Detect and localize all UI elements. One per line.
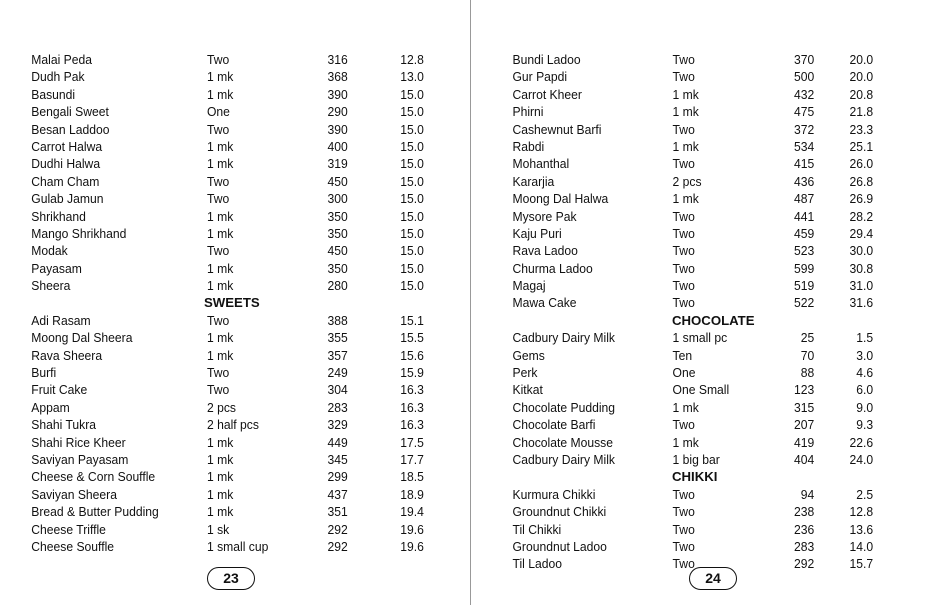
calories: 523 bbox=[793, 243, 815, 259]
calories: 441 bbox=[793, 208, 815, 224]
left-food-table bbox=[0, 51, 471, 555]
value: 3.0 bbox=[856, 347, 874, 363]
calories: 329 bbox=[327, 417, 348, 433]
calories: 236 bbox=[793, 521, 815, 537]
serving-size: Two bbox=[672, 521, 695, 537]
serving-size: Two bbox=[672, 156, 695, 172]
food-name: Kitkat bbox=[512, 382, 543, 398]
calories: 316 bbox=[327, 52, 348, 67]
value: 31.0 bbox=[849, 278, 874, 294]
food-name: Gems bbox=[512, 347, 545, 363]
calories: 292 bbox=[327, 521, 348, 537]
serving-size: Two bbox=[207, 52, 230, 67]
left-rows-top bbox=[0, 51, 471, 294]
value: 26.8 bbox=[849, 173, 874, 189]
value: 16.3 bbox=[400, 399, 424, 415]
table-row bbox=[0, 103, 433, 120]
value: 4.6 bbox=[856, 365, 874, 381]
table-row bbox=[0, 486, 433, 503]
food-name: Gulab Jamun bbox=[31, 191, 104, 207]
table-row bbox=[0, 347, 433, 364]
table-row bbox=[0, 329, 433, 346]
table-row bbox=[472, 521, 904, 538]
value: 9.0 bbox=[856, 399, 874, 415]
table-row bbox=[472, 347, 904, 364]
value: 6.0 bbox=[856, 382, 874, 398]
food-name: Chocolate Pudding bbox=[512, 399, 616, 415]
serving-size: Two bbox=[672, 278, 695, 294]
table-row bbox=[472, 121, 904, 138]
value: 15.0 bbox=[400, 138, 424, 154]
food-name: Rava Sheera bbox=[31, 347, 103, 363]
food-name: Shahi Tukra bbox=[31, 417, 97, 433]
value: 15.5 bbox=[400, 330, 424, 346]
section-heading-chocolate: CHOCOLATE bbox=[672, 312, 755, 328]
table-row bbox=[0, 399, 433, 416]
value: 9.3 bbox=[856, 417, 874, 433]
serving-size: 2 pcs bbox=[207, 399, 237, 415]
food-name: Kararjia bbox=[512, 173, 555, 189]
calories: 315 bbox=[793, 399, 815, 415]
section-heading-sweets: SWEETS bbox=[204, 295, 260, 311]
food-name: Mango Shrikhand bbox=[31, 225, 127, 241]
food-name: Kurmura Chikki bbox=[512, 486, 596, 502]
serving-size: 1 mk bbox=[207, 347, 234, 363]
value: 19.6 bbox=[400, 521, 424, 537]
food-name: Dudh Pak bbox=[31, 69, 85, 85]
serving-size: Two bbox=[207, 173, 230, 189]
value: 15.0 bbox=[400, 208, 424, 224]
table-row bbox=[472, 138, 904, 155]
serving-size: 1 mk bbox=[672, 86, 699, 102]
calories: 207 bbox=[793, 417, 815, 433]
serving-size: 1 big bar bbox=[672, 451, 720, 467]
calories: 300 bbox=[327, 191, 348, 207]
serving-size: 1 small cup bbox=[207, 538, 269, 554]
calories: 599 bbox=[793, 260, 815, 276]
table-row bbox=[472, 434, 904, 451]
food-name: Bundi Ladoo bbox=[512, 52, 581, 67]
calories: 415 bbox=[793, 156, 815, 172]
serving-size: Two bbox=[672, 69, 695, 85]
value: 23.3 bbox=[849, 121, 874, 137]
calories: 94 bbox=[800, 486, 815, 502]
calories: 450 bbox=[327, 243, 348, 259]
calories: 70 bbox=[800, 347, 815, 363]
value: 13.0 bbox=[400, 69, 424, 85]
food-name: Chocolate Mousse bbox=[512, 434, 613, 450]
food-name: Moong Dal Sheera bbox=[31, 330, 133, 346]
calories: 390 bbox=[327, 121, 348, 137]
food-name: Shrikhand bbox=[31, 208, 86, 224]
calories: 400 bbox=[327, 138, 348, 154]
food-name: Cashewnut Barfi bbox=[512, 121, 602, 137]
serving-size: Two bbox=[672, 417, 695, 433]
serving-size: Two bbox=[672, 243, 695, 259]
serving-size: 1 mk bbox=[207, 469, 234, 485]
value: 15.0 bbox=[400, 121, 424, 137]
serving-size: 1 mk bbox=[207, 86, 234, 102]
food-name: Adi Rasam bbox=[31, 312, 91, 328]
food-name: Cheese Souffle bbox=[31, 538, 115, 554]
table-row bbox=[0, 451, 433, 468]
value: 20.0 bbox=[849, 69, 874, 85]
table-row bbox=[0, 434, 433, 451]
page-divider bbox=[470, 0, 471, 605]
food-name: Cadbury Dairy Milk bbox=[512, 330, 615, 346]
serving-size: Two bbox=[672, 504, 695, 520]
food-name: Gur Papdi bbox=[512, 69, 568, 85]
calories: 370 bbox=[793, 52, 815, 67]
calories: 350 bbox=[327, 208, 348, 224]
value: 18.9 bbox=[400, 486, 424, 502]
serving-size: One Small bbox=[672, 382, 730, 398]
calories: 249 bbox=[327, 365, 348, 381]
table-row bbox=[0, 416, 433, 433]
calories: 372 bbox=[793, 121, 815, 137]
value: 16.3 bbox=[400, 417, 424, 433]
serving-size: Two bbox=[672, 260, 695, 276]
value: 20.8 bbox=[849, 86, 874, 102]
table-row bbox=[472, 155, 904, 172]
table-row bbox=[472, 277, 904, 294]
table-row bbox=[0, 225, 433, 242]
value: 19.4 bbox=[400, 504, 424, 520]
value: 31.6 bbox=[849, 295, 874, 311]
serving-size: Two bbox=[672, 556, 695, 572]
food-name: Carrot Kheer bbox=[512, 86, 582, 102]
calories: 388 bbox=[327, 312, 348, 328]
table-row bbox=[0, 277, 433, 294]
serving-size: One bbox=[672, 365, 696, 381]
table-row bbox=[472, 486, 904, 503]
value: 16.3 bbox=[400, 382, 424, 398]
table-row bbox=[472, 329, 904, 346]
serving-size: 1 mk bbox=[207, 330, 234, 346]
food-name: Malai Peda bbox=[31, 52, 92, 67]
food-name: Shahi Rice Kheer bbox=[31, 434, 126, 450]
calories: 283 bbox=[793, 538, 815, 554]
calories: 350 bbox=[327, 225, 348, 241]
food-name: Carrot Halwa bbox=[31, 138, 103, 154]
table-row bbox=[472, 503, 904, 520]
table-row bbox=[0, 312, 433, 329]
serving-size: Two bbox=[672, 486, 695, 502]
food-name: Cheese Triffle bbox=[31, 521, 106, 537]
value: 15.0 bbox=[400, 225, 424, 241]
value: 28.2 bbox=[849, 208, 874, 224]
serving-size: 1 mk bbox=[207, 69, 234, 85]
food-name: Groundnut Ladoo bbox=[512, 538, 607, 554]
calories: 534 bbox=[793, 138, 815, 154]
calories: 304 bbox=[327, 382, 348, 398]
calories: 437 bbox=[327, 486, 348, 502]
calories: 450 bbox=[327, 173, 348, 189]
serving-size: Two bbox=[672, 52, 695, 67]
calories: 25 bbox=[800, 330, 815, 346]
table-row bbox=[472, 242, 904, 259]
serving-size: 1 mk bbox=[207, 486, 234, 502]
serving-size: Ten bbox=[672, 347, 693, 363]
food-name: Churma Ladoo bbox=[512, 260, 593, 276]
food-name: Cheese & Corn Souffle bbox=[31, 469, 156, 485]
value: 15.0 bbox=[400, 260, 424, 276]
food-name: Mohanthal bbox=[512, 156, 570, 172]
serving-size: Two bbox=[672, 225, 695, 241]
value: 13.6 bbox=[849, 521, 874, 537]
calories: 319 bbox=[327, 156, 348, 172]
table-row bbox=[0, 538, 433, 555]
table-row bbox=[0, 86, 433, 103]
serving-size: Two bbox=[207, 243, 230, 259]
food-name: Rabdi bbox=[512, 138, 545, 154]
calories: 432 bbox=[793, 86, 815, 102]
value: 30.8 bbox=[849, 260, 874, 276]
calories: 487 bbox=[793, 191, 815, 207]
food-name: Bread & Butter Pudding bbox=[31, 504, 159, 520]
value: 15.6 bbox=[400, 347, 424, 363]
calories: 290 bbox=[327, 104, 348, 120]
food-name: Kaju Puri bbox=[512, 225, 562, 241]
value: 15.0 bbox=[400, 104, 424, 120]
table-row bbox=[0, 242, 433, 259]
calories: 357 bbox=[327, 347, 348, 363]
left-rows-bottom bbox=[0, 312, 471, 555]
table-row bbox=[0, 364, 433, 381]
table-row bbox=[472, 399, 904, 416]
value: 12.8 bbox=[400, 52, 424, 67]
food-name: Modak bbox=[31, 243, 68, 259]
table-row bbox=[0, 208, 433, 225]
table-row bbox=[0, 521, 433, 538]
calories: 350 bbox=[327, 260, 348, 276]
food-name: Bengali Sweet bbox=[31, 104, 109, 120]
food-name: Saviyan Sheera bbox=[31, 486, 117, 502]
value: 15.0 bbox=[400, 86, 424, 102]
serving-size: Two bbox=[672, 121, 695, 137]
serving-size: 1 mk bbox=[207, 156, 234, 172]
calories: 123 bbox=[793, 382, 815, 398]
serving-size: 2 half pcs bbox=[207, 417, 259, 433]
value: 20.0 bbox=[849, 52, 874, 67]
serving-size: 1 small pc bbox=[672, 330, 728, 346]
table-row bbox=[0, 68, 433, 85]
serving-size: 1 mk bbox=[672, 399, 699, 415]
value: 15.0 bbox=[400, 278, 424, 294]
serving-size: 1 mk bbox=[207, 434, 234, 450]
right-rows-chocolate bbox=[472, 329, 942, 468]
table-row bbox=[472, 225, 904, 242]
food-name: Til Chikki bbox=[512, 521, 562, 537]
food-name: Saviyan Payasam bbox=[31, 451, 129, 467]
value: 12.8 bbox=[849, 504, 874, 520]
calories: 419 bbox=[793, 434, 815, 450]
value: 15.0 bbox=[400, 156, 424, 172]
calories: 519 bbox=[793, 278, 815, 294]
table-row bbox=[472, 86, 904, 103]
table-row bbox=[0, 468, 433, 485]
value: 17.5 bbox=[400, 434, 424, 450]
value: 18.5 bbox=[400, 469, 424, 485]
calories: 292 bbox=[793, 556, 815, 572]
table-row bbox=[472, 555, 904, 572]
serving-size: One bbox=[207, 104, 230, 120]
serving-size: Two bbox=[207, 121, 230, 137]
table-row bbox=[472, 103, 904, 120]
value: 15.7 bbox=[849, 556, 874, 572]
food-name: Groundnut Chikki bbox=[512, 504, 607, 520]
food-name: Besan Laddoo bbox=[31, 121, 110, 137]
food-name: Perk bbox=[512, 365, 538, 381]
food-name: Phirni bbox=[512, 104, 544, 120]
value: 25.1 bbox=[849, 138, 874, 154]
value: 19.6 bbox=[400, 538, 424, 554]
table-row bbox=[472, 294, 904, 311]
serving-size: 1 mk bbox=[672, 434, 699, 450]
food-name: Sheera bbox=[31, 278, 71, 294]
food-name: Appam bbox=[31, 399, 70, 415]
value: 21.8 bbox=[849, 104, 874, 120]
serving-size: 1 mk bbox=[207, 504, 234, 520]
right-page bbox=[472, 0, 942, 605]
table-row bbox=[0, 260, 433, 277]
calories: 522 bbox=[793, 295, 815, 311]
table-row bbox=[0, 190, 433, 207]
serving-size: Two bbox=[672, 538, 695, 554]
table-row bbox=[472, 51, 904, 68]
serving-size: Two bbox=[207, 365, 230, 381]
food-name: Chocolate Barfi bbox=[512, 417, 596, 433]
table-row bbox=[0, 155, 433, 172]
food-name: Rava Ladoo bbox=[512, 243, 578, 259]
table-row bbox=[0, 173, 433, 190]
value: 15.1 bbox=[400, 312, 424, 328]
right-rows-chikki bbox=[472, 486, 942, 573]
food-name: Basundi bbox=[31, 86, 76, 102]
table-row bbox=[472, 260, 904, 277]
value: 2.5 bbox=[856, 486, 874, 502]
calories: 88 bbox=[800, 365, 815, 381]
calories: 238 bbox=[793, 504, 815, 520]
food-name: Magaj bbox=[512, 278, 546, 294]
value: 26.0 bbox=[849, 156, 874, 172]
serving-size: 1 mk bbox=[207, 138, 234, 154]
calories: 449 bbox=[327, 434, 348, 450]
food-name: Cadbury Dairy Milk bbox=[512, 451, 615, 467]
food-name: Burfi bbox=[31, 365, 57, 381]
food-name: Dudhi Halwa bbox=[31, 156, 101, 172]
calories: 283 bbox=[327, 399, 348, 415]
table-row bbox=[472, 190, 904, 207]
value: 30.0 bbox=[849, 243, 874, 259]
table-row bbox=[472, 364, 904, 381]
right-rows-top bbox=[472, 51, 942, 312]
food-name: Moong Dal Halwa bbox=[512, 191, 609, 207]
table-row bbox=[472, 416, 904, 433]
calories: 459 bbox=[793, 225, 815, 241]
table-row bbox=[0, 503, 433, 520]
table-row bbox=[0, 381, 433, 398]
value: 15.0 bbox=[400, 243, 424, 259]
value: 15.9 bbox=[400, 365, 424, 381]
table-row bbox=[0, 121, 433, 138]
value: 24.0 bbox=[849, 451, 874, 467]
calories: 475 bbox=[793, 104, 815, 120]
table-row bbox=[472, 208, 904, 225]
serving-size: 1 mk bbox=[207, 260, 234, 276]
table-row bbox=[472, 173, 904, 190]
table-row bbox=[0, 51, 433, 68]
calories: 368 bbox=[327, 69, 348, 85]
calories: 351 bbox=[327, 504, 348, 520]
food-name: Fruit Cake bbox=[31, 382, 88, 398]
serving-size: 1 mk bbox=[672, 191, 699, 207]
value: 14.0 bbox=[849, 538, 874, 554]
food-name: Cham Cham bbox=[31, 173, 100, 189]
serving-size: 1 mk bbox=[672, 138, 699, 154]
serving-size: 1 mk bbox=[207, 278, 234, 294]
calories: 299 bbox=[327, 469, 348, 485]
value: 15.0 bbox=[400, 173, 424, 189]
calories: 436 bbox=[793, 173, 815, 189]
page-number: 23 bbox=[207, 567, 255, 590]
table-row bbox=[472, 381, 904, 398]
serving-size: 1 mk bbox=[672, 104, 699, 120]
calories: 280 bbox=[327, 278, 348, 294]
calories: 292 bbox=[327, 538, 348, 554]
calories: 404 bbox=[793, 451, 815, 467]
serving-size: 1 mk bbox=[207, 225, 234, 241]
value: 26.9 bbox=[849, 191, 874, 207]
serving-size: 1 mk bbox=[207, 451, 234, 467]
calories: 390 bbox=[327, 86, 348, 102]
serving-size: Two bbox=[672, 208, 695, 224]
calories: 345 bbox=[327, 451, 348, 467]
table-row bbox=[472, 451, 904, 468]
table-row bbox=[0, 138, 433, 155]
serving-size: 1 mk bbox=[207, 208, 234, 224]
food-name: Mysore Pak bbox=[512, 208, 577, 224]
serving-size: Two bbox=[672, 295, 695, 311]
page-number: 24 bbox=[689, 567, 737, 590]
serving-size: 2 pcs bbox=[672, 173, 702, 189]
value: 1.5 bbox=[856, 330, 874, 346]
value: 29.4 bbox=[849, 225, 874, 241]
serving-size: 1 sk bbox=[207, 521, 230, 537]
serving-size: Two bbox=[207, 312, 230, 328]
food-name: Mawa Cake bbox=[512, 295, 577, 311]
calories: 355 bbox=[327, 330, 348, 346]
value: 22.6 bbox=[849, 434, 874, 450]
section-heading-chikki: CHIKKI bbox=[672, 469, 718, 485]
food-name: Payasam bbox=[31, 260, 82, 276]
calories: 500 bbox=[793, 69, 815, 85]
right-food-table bbox=[472, 51, 942, 573]
serving-size: Two bbox=[207, 191, 230, 207]
value: 15.0 bbox=[400, 191, 424, 207]
serving-size: Two bbox=[207, 382, 230, 398]
table-row bbox=[472, 68, 904, 85]
table-row bbox=[472, 538, 904, 555]
food-name: Til Ladoo bbox=[512, 556, 562, 572]
value: 17.7 bbox=[400, 451, 424, 467]
